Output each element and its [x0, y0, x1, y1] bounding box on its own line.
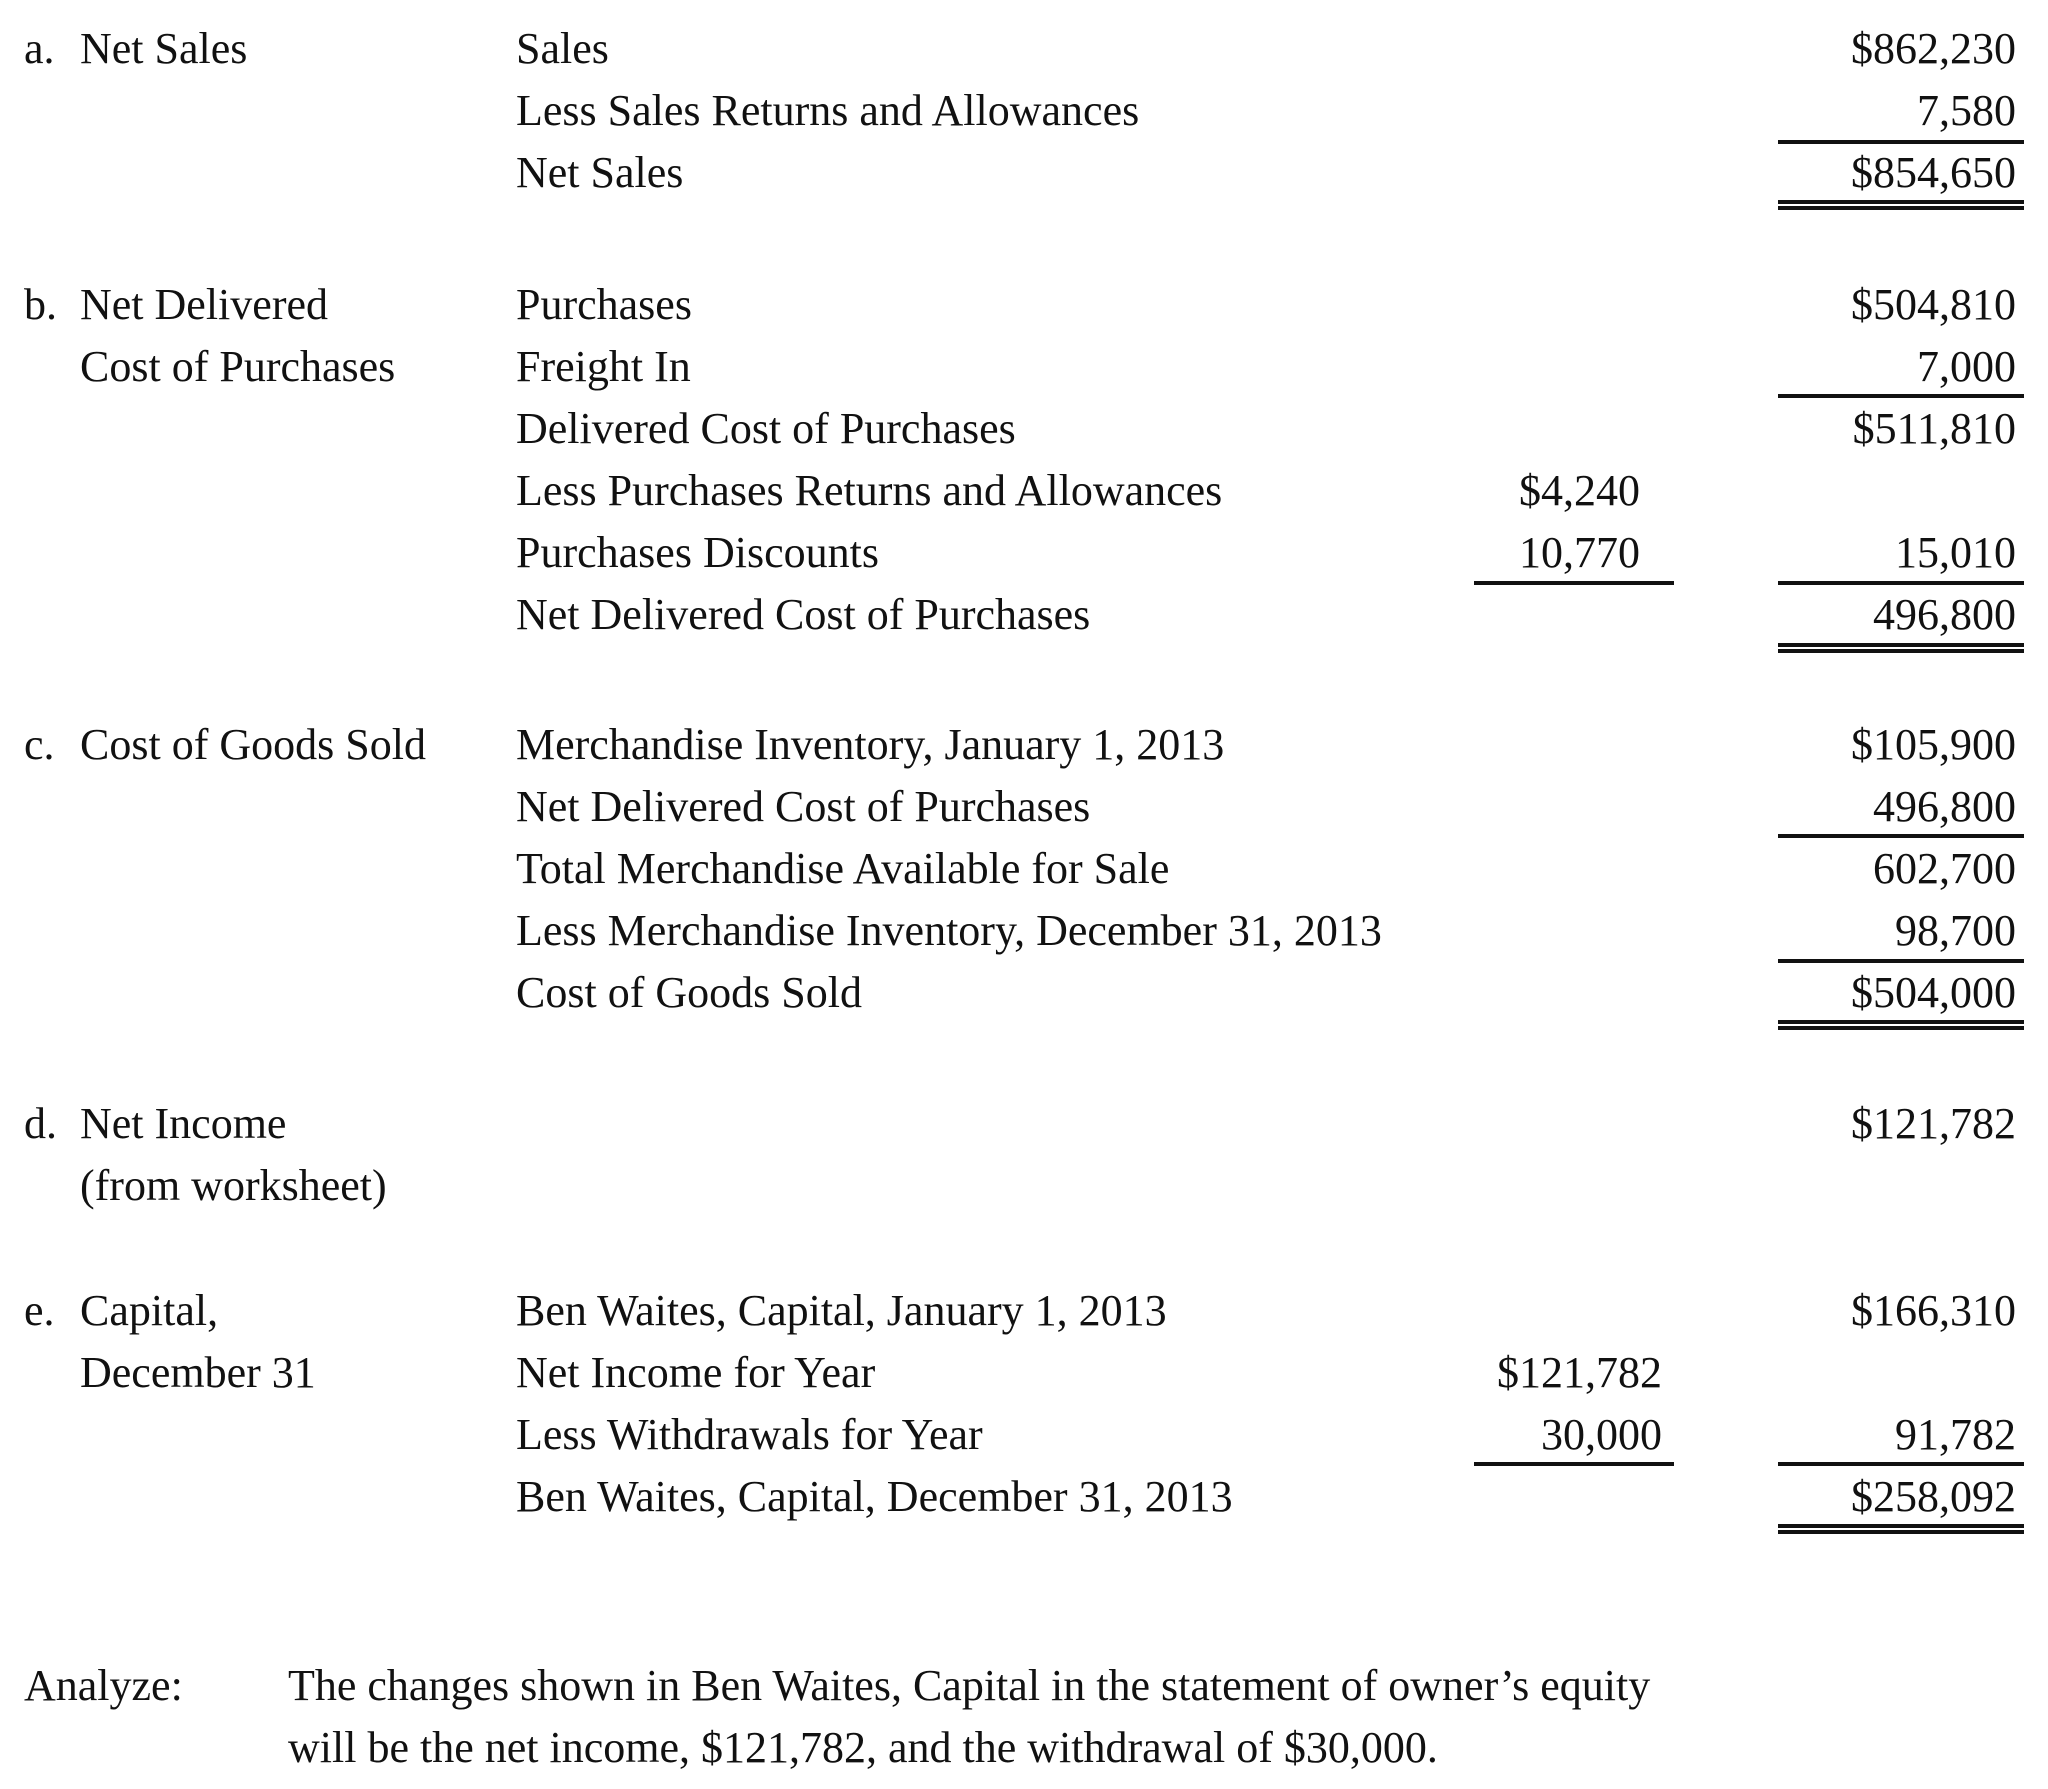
row-mid-amount: $121,782 [1497, 1348, 1662, 1397]
row-label: Net Sales [516, 148, 684, 197]
double-rule [1778, 200, 2024, 210]
section-c-letter: c. [24, 720, 55, 769]
row-amount: $862,230 [1851, 24, 2016, 73]
section-a-letter: a. [24, 24, 55, 73]
row-label: Net Delivered Cost of Purchases [516, 590, 1091, 639]
total-rule [1778, 1462, 2024, 1466]
row-amount: $105,900 [1851, 720, 2016, 769]
double-rule [1778, 1020, 2024, 1030]
row-amount: $504,000 [1851, 968, 2016, 1017]
row-amount: 602,700 [1873, 844, 2016, 893]
row-amount: $166,310 [1851, 1286, 2016, 1335]
analyze-text-line2: will be the net income, $121,782, and the withdrawal of $30,000. [288, 1723, 1438, 1772]
row-mid-amount: 10,770 [1519, 528, 1640, 577]
analyze-label: Analyze: [24, 1661, 183, 1710]
row-mid-amount: $4,240 [1519, 466, 1640, 515]
section-c-title: Cost of Goods Sold [80, 720, 426, 769]
row-label: Ben Waites, Capital, January 1, 2013 [516, 1286, 1167, 1335]
section-b-letter: b. [24, 280, 57, 329]
double-rule [1778, 1524, 2024, 1534]
row-amount: $511,810 [1852, 404, 2016, 453]
row-label: Sales [516, 24, 609, 73]
section-d-letter: d. [24, 1099, 57, 1148]
subtotal-rule [1474, 1462, 1674, 1466]
row-label: Less Merchandise Inventory, December 31, 2013 [516, 906, 1382, 955]
row-label: Cost of Goods Sold [516, 968, 862, 1017]
row-amount: 98,700 [1895, 906, 2016, 955]
subtotal-rule [1474, 581, 1674, 585]
row-label: Delivered Cost of Purchases [516, 404, 1016, 453]
double-rule [1778, 643, 2024, 653]
row-amount: $504,810 [1851, 280, 2016, 329]
row-amount: 91,782 [1895, 1410, 2016, 1459]
row-amount: $258,092 [1851, 1472, 2016, 1521]
row-label: Less Withdrawals for Year [516, 1410, 983, 1459]
total-rule [1778, 581, 2024, 585]
total-rule [1778, 834, 2024, 838]
section-e-title: Capital, [80, 1286, 219, 1335]
row-label: Purchases [516, 280, 692, 329]
section-e-letter: e. [24, 1286, 55, 1335]
row-amount: 7,580 [1917, 86, 2016, 135]
row-label: Purchases Discounts [516, 528, 879, 577]
row-label: Net Delivered Cost of Purchases [516, 782, 1091, 831]
row-amount: 7,000 [1917, 342, 2016, 391]
row-amount: 496,800 [1873, 590, 2016, 639]
row-amount: $121,782 [1851, 1099, 2016, 1148]
row-mid-amount: 30,000 [1541, 1410, 1662, 1459]
row-label: Less Purchases Returns and Allowances [516, 466, 1223, 515]
section-d-title: Net Income [80, 1099, 287, 1148]
analyze-text-line1: The changes shown in Ben Waites, Capital in the statement of owner’s equity [288, 1661, 1651, 1710]
section-b-title: Net Delivered [80, 280, 328, 329]
section-e-title-line2: December 31 [80, 1348, 316, 1397]
section-d-title-line2: (from worksheet) [80, 1161, 387, 1210]
total-rule [1778, 394, 2024, 398]
row-label: Ben Waites, Capital, December 31, 2013 [516, 1472, 1233, 1521]
row-amount: $854,650 [1851, 148, 2016, 197]
row-amount: 15,010 [1895, 528, 2016, 577]
section-b-title-line2: Cost of Purchases [80, 342, 396, 391]
row-label: Freight In [516, 342, 691, 391]
row-label: Merchandise Inventory, January 1, 2013 [516, 720, 1225, 769]
total-rule [1778, 140, 2024, 144]
row-label: Net Income for Year [516, 1348, 876, 1397]
row-label: Less Sales Returns and Allowances [516, 86, 1140, 135]
section-a-title: Net Sales [80, 24, 248, 73]
row-amount: 496,800 [1873, 782, 2016, 831]
row-label: Total Merchandise Available for Sale [516, 844, 1170, 893]
total-rule [1778, 959, 2024, 963]
